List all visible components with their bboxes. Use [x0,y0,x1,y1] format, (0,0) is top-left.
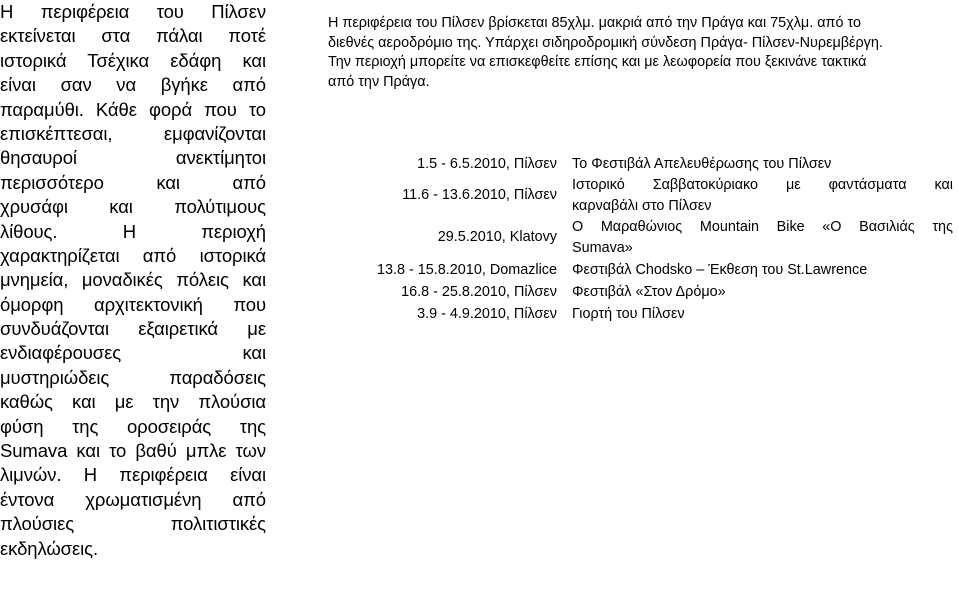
event-date: 29.5.2010, Klatovy [437,229,557,245]
event-description-line: Ο Μαραθώνιος Mountain Bike «Ο Βασιλιάς της [572,219,953,235]
left-line: Η περιφέρεια του Πίλσεν [0,1,266,22]
left-line: παραμύθι. Κάθε φορά που το [0,98,266,120]
left-line: χαρακτηρίζεται από ιστορικά [0,244,266,266]
event-description: Γιορτή του Πίλσεν [572,306,685,322]
left-line: περισσότερο και από [0,171,266,193]
left-line: είναι σαν να βγήκε από [0,74,266,96]
intro-line: Η περιφέρεια του Πίλσεν βρίσκεται 85χλμ. μακριά από την Πράγα και 75χλμ. από το [328,15,861,31]
left-paragraph [0,0,266,561]
left-line: εκδηλώσεις. [0,537,99,559]
event-date: 16.8 - 25.8.2010, Πίλσεν [401,284,557,300]
event-description [572,217,953,259]
event-description-line: καρναβάλι στο Πίλσεν [572,198,712,214]
event-description: Φεστιβάλ «Στον Δρόμο» [572,284,726,300]
event-row [328,259,953,281]
event-row [328,217,953,259]
intro-paragraph [328,14,953,92]
event-description-line: Sumava» [572,240,633,256]
event-row [328,281,953,303]
event-row [328,303,953,325]
intro-line: από την Πράγα. [328,73,430,90]
event-row [328,153,953,175]
event-description: Φεστιβάλ Chodsko – Έκθεση του St.Lawrence [572,262,868,278]
left-line: χρυσάφι και πολύτιμους [0,196,266,218]
left-line: πλούσιες πολιτιστικές [0,513,266,535]
event-row [328,175,953,217]
event-date: 1.5 - 6.5.2010, Πίλσεν [417,156,557,172]
left-line: επισκέπτεσαι, εμφανίζονται [0,122,266,144]
event-date: 3.9 - 4.9.2010, Πίλσεν [417,306,557,322]
left-line: μυστηριώδεις παραδόσεις [0,366,266,388]
left-line: όμορφη αρχιτεκτονική που [0,293,266,315]
left-line: καθώς και με την πλούσια [0,391,266,413]
left-line: θησαυροί ανεκτίμητοι [0,147,266,169]
left-line: λιμνών. Η περιφέρεια είναι [0,464,266,486]
left-line: συνδυάζονται εξαιρετικά με [0,318,266,340]
event-date: 13.8 - 15.8.2010, Domazlice [377,262,557,278]
event-description: Το Φεστιβάλ Απελευθέρωσης του Πίλσεν [572,156,832,172]
left-line: λίθους. Η περιοχή [0,220,266,242]
left-line: Sumava και το βαθύ μπλε των [0,440,266,462]
left-line: εκτείνεται στα πάλαι ποτέ [0,25,266,47]
intro-line: Την περιοχή μπορείτε να επισκεφθείτε επίσης και με λεωφορεία που ξεκινάνε τακτικά [328,54,867,70]
event-date: 11.6 - 13.6.2010, Πίλσεν [402,187,557,203]
left-line: μνημεία, μοναδικές πόλεις και [0,269,266,291]
left-line: φύση της οροσειράς της [0,415,266,437]
event-description-line: Ιστορικό Σαββατοκύριακο με φαντάσματα και [572,177,953,193]
events-table [328,153,953,325]
intro-line: διεθνές αεροδρόμιο της. Υπάρχει σιδηροδρομική σύνδεση Πράγα- Πίλσεν-Νυρεμβέργη. [328,34,883,51]
left-line: ιστορικά Τσέχικα εδάφη και [0,49,266,71]
event-description [572,175,953,217]
left-line: έντονα χρωματισμένη από [0,488,266,510]
left-line: ενδιαφέρουσες και [0,342,266,364]
